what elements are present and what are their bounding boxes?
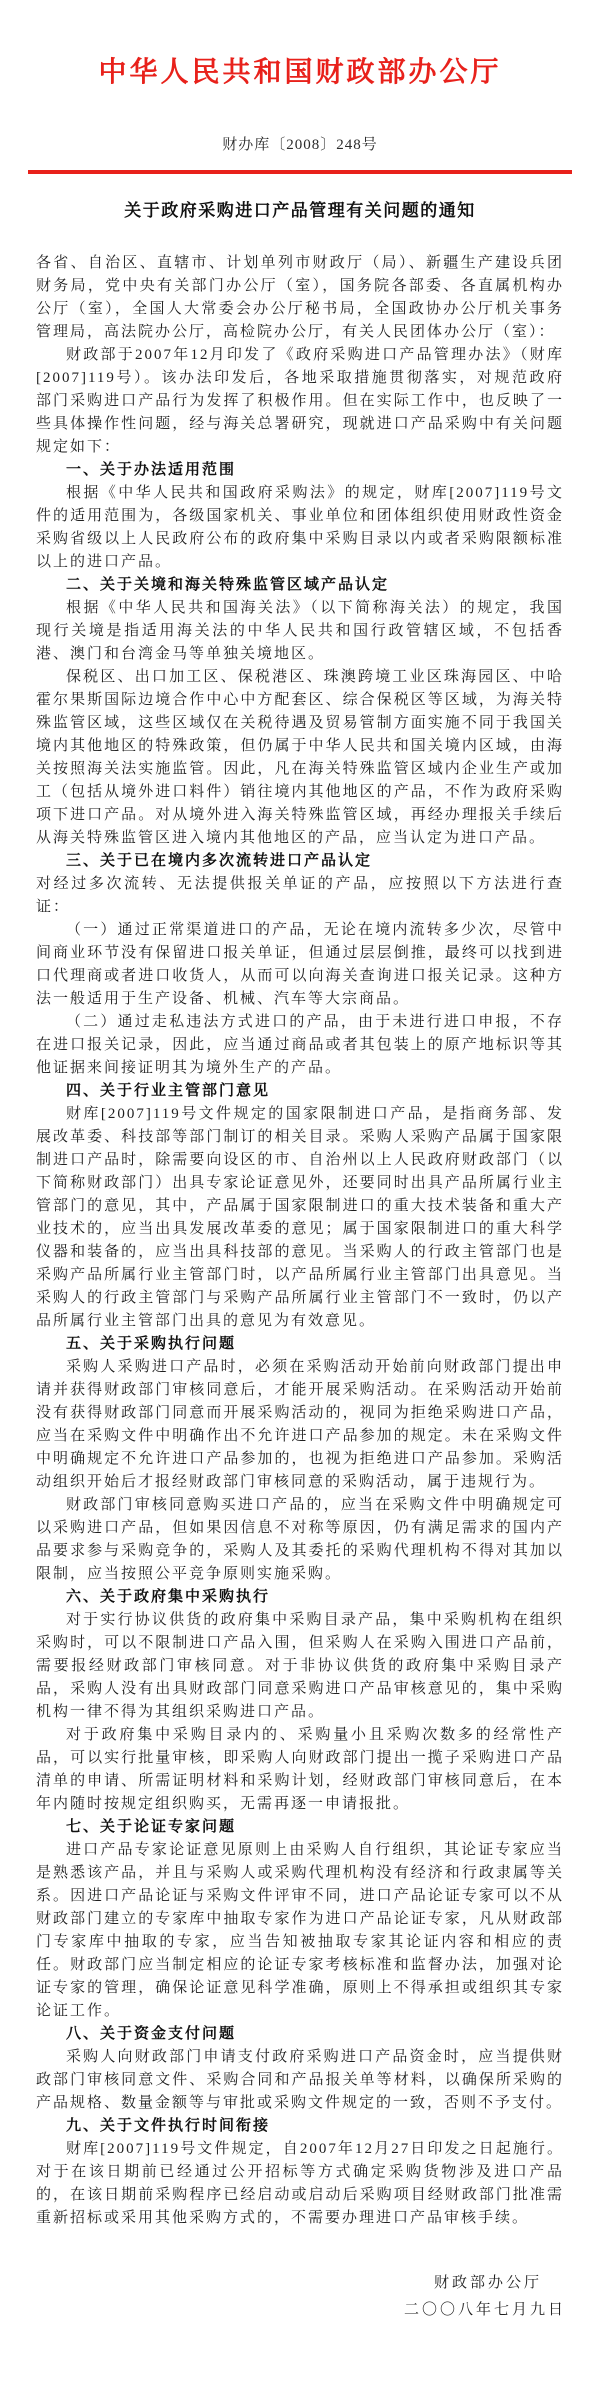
- body-paragraph: 采购人采购进口产品时，必须在采购活动开始前向财政部门提出申请并获得财政部门审核同意后，才能开展采购活动。在采购活动开始前没有获得财政部门同意而开展采购活动的，视同为拒绝采购进口产品，应当在采购文件中明确作出不允许进口产品参加的规定。未在采购文件中明确规定不允许进口产品参加的，也视为拒绝进口产品参加。采购活动组织开始后才报经财政部门审核同意的采购活动，属于违规行为。: [36, 1359, 564, 1490]
- body-paragraph: 财政部于2007年12月印发了《政府采购进口产品管理办法》（财库[2007]119号）。该办法印发后，各地采取措施贯彻落实，对规范政府部门采购进口产品行为发挥了积极作用。但在实际工作中，也反映了一些具体操作性问题，经与海关总署研究，现就进口产品采购中有关问题规定如下：: [36, 347, 564, 455]
- signature-org: 财政部办公厅: [433, 2275, 542, 2291]
- signature-date: 二〇〇八年七月九日: [403, 2302, 566, 2318]
- document-header: [0, 0, 600, 174]
- section-heading: 二、关于关境和海关特殊监管区域产品认定: [66, 577, 390, 593]
- section-heading: 三、关于已在境内多次流转进口产品认定: [66, 853, 373, 869]
- document-body: [0, 252, 600, 2230]
- section-heading: 八、关于资金支付问题: [66, 2026, 237, 2042]
- body-paragraph: 对经过多次流转、无法提供报关单证的产品，应按照以下方法进行查证：: [36, 876, 564, 915]
- body-paragraph: 财政部门审核同意购买进口产品的，应当在采购文件中明确规定可以采购进口产品，但如果因信息不对称等原因，仍有满足需求的国内产品要求参与采购竞争的，采购人及其委托的采购代理机构不得对其加以限制，应当按照公平竞争原则实施采购。: [36, 1497, 564, 1582]
- body-paragraph: 对于政府集中采购目录内的、采购量小且采购次数多的经常性产品，可以实行批量审核，即采购人向财政部门提出一揽子采购进口产品清单的申请、所需证明材料和采购计划，经财政部门审核同意后，在本年内随时按规定组织购买，无需再逐一申请报批。: [36, 1727, 564, 1812]
- section-heading: 六、关于政府集中采购执行: [66, 1589, 271, 1605]
- section-heading: 四、关于行业主管部门意见: [66, 1083, 271, 1099]
- body-paragraph: 财库[2007]119号文件规定，自2007年12月27日印发之日起施行。对于在该日期前已经通过公开招标等方式确定采购货物涉及进口产品的，在该日期前采购程序已经启动或启动后采购项目经财政部门批准需重新招标或采用其他采购方式的，不需要办理进口产品审核手续。: [36, 2141, 564, 2226]
- section-heading: 九、关于文件执行时间衔接: [66, 2118, 271, 2134]
- body-paragraph: 根据《中华人民共和国海关法》（以下简称海关法）的规定，我国现行关境是指适用海关法的中华人民共和国行政管辖区域，不包括香港、澳门和台湾金马等单独关境地区。: [36, 600, 564, 662]
- addressee-paragraph: 各省、自治区、直辖市、计划单列市财政厅（局）、新疆生产建设兵团财务局，党中央有关部门办公厅（室），国务院各部委、各直属机构办公厅（室），全国人大常委会办公厅秘书局，全国政协办公厅机关事务管理局，高法院办公厅，高检院办公厅，有关人民团体办公厅（室）：: [36, 255, 564, 340]
- section-heading: 一、关于办法适用范围: [66, 462, 237, 478]
- body-paragraph: 根据《中华人民共和国政府采购法》的规定，财库[2007]119号文件的适用范围为，各级国家机关、事业单位和团体组织使用财政性资金采购省级以上人民政府公布的政府集中采购目录以内或者采购限额标准以上的进口产品。: [36, 485, 564, 570]
- body-paragraph: （一）通过正常渠道进口的产品，无论在境内流转多少次，尽管中间商业环节没有保留进口报关单证，但通过层层倒推，最终可以找到进口代理商或者进口收货人，从而可以向海关查询进口报关记录。这种方法一般适用于生产设备、机械、汽车等大宗商品。: [36, 922, 564, 1007]
- section-heading: 七、关于论证专家问题: [66, 1819, 237, 1835]
- issuing-agency-title: 中华人民共和国财政部办公厅: [98, 57, 502, 88]
- body-paragraph: 保税区、出口加工区、保税港区、珠澳跨境工业区珠海园区、中哈霍尔果斯国际边境合作中心中方配套区、综合保税区等区域，为海关特殊监管区域，这些区域仅在关税待遇及贸易管制方面实施不同于我国关境内其他地区的特殊政策，但仍属于中华人民共和国关境内区域，由海关按照海关法实施监管。因此，凡在海关特殊监管区域内企业生产或加工（包括从境外进口料件）销往境内其他地区的产品，不作为政府采购项下进口产品。对从境外进入海关特殊监管区域，再经办理报关手续后从海关特殊监管区进入境内其他地区的产品，应当认定为进口产品。: [36, 669, 564, 846]
- body-paragraph: 采购人向财政部门申请支付政府采购进口产品资金时，应当提供财政部门审核同意文件、采购合同和产品报关单等材料，以确保所采购的产品规格、数量金额等与审批或采购文件规定的一致，否则不予支付。: [36, 2049, 564, 2111]
- body-paragraph: 对于实行协议供货的政府集中采购目录产品，集中采购机构在组织采购时，可以不限制进口产品入围，但采购人在采购入围进口产品前，需要报经财政部门审核同意。对于非协议供货的政府集中采购目录产品，采购人没有出具财政部门同意采购进口产品审核意见的，集中采购机构一律不得为其组织采购进口产品。: [36, 1612, 564, 1720]
- document-title: 关于政府采购进口产品管理有关问题的通知: [124, 201, 476, 220]
- body-paragraph: 进口产品专家论证意见原则上由采购人自行组织，其论证专家应当是熟悉该产品，并且与采购人或采购代理机构没有经济和行政隶属等关系。因进口产品论证与采购文件评审不同，进口产品论证专家可以不从财政部门建立的专家库中抽取专家作为进口产品论证专家，凡从财政部门专家库中抽取的专家，应当告知被抽取专家其论证内容和相应的责任。财政部门应当制定相应的论证专家考核标准和监督办法，加强对论证专家的管理，确保论证意见科学准确，原则上不得承担或组织其专家论证工作。: [36, 1842, 564, 2019]
- document-number: 财办库〔2008〕248号: [222, 137, 378, 153]
- section-heading: 五、关于采购执行问题: [66, 1336, 237, 1352]
- signature-block: [0, 2270, 600, 2324]
- body-paragraph: （二）通过走私违法方式进口的产品，由于未进行进口申报，不存在进口报关记录，因此，应当通过商品或者其包装上的原产地标识等其他证据来间接证明其为境外生产的产品。: [36, 1014, 564, 1076]
- body-paragraph: 财库[2007]119号文件规定的国家限制进口产品，是指商务部、发展改革委、科技部等部门制订的相关目录。采购人采购产品属于国家限制进口产品时，除需要向设区的市、自治州以上人民政府财政部门（以下简称财政部门）出具专家论证意见外，还要同时出具产品所属行业主管部门的意见，其中，产品属于国家限制进口的重大技术装备和重大产业技术的，应当出具发展改革委的意见；属于国家限制进口的重大科学仪器和装备的，应当出具科技部的意见。当采购人的行政主管部门也是采购产品所属行业主管部门时，以产品所属行业主管部门出具意见。当采购人的行政主管部门与采购产品所属行业主管部门不一致时，仍以产品所属行业主管部门出具的意见为有效意见。: [36, 1106, 564, 1329]
- red-divider: [28, 170, 572, 174]
